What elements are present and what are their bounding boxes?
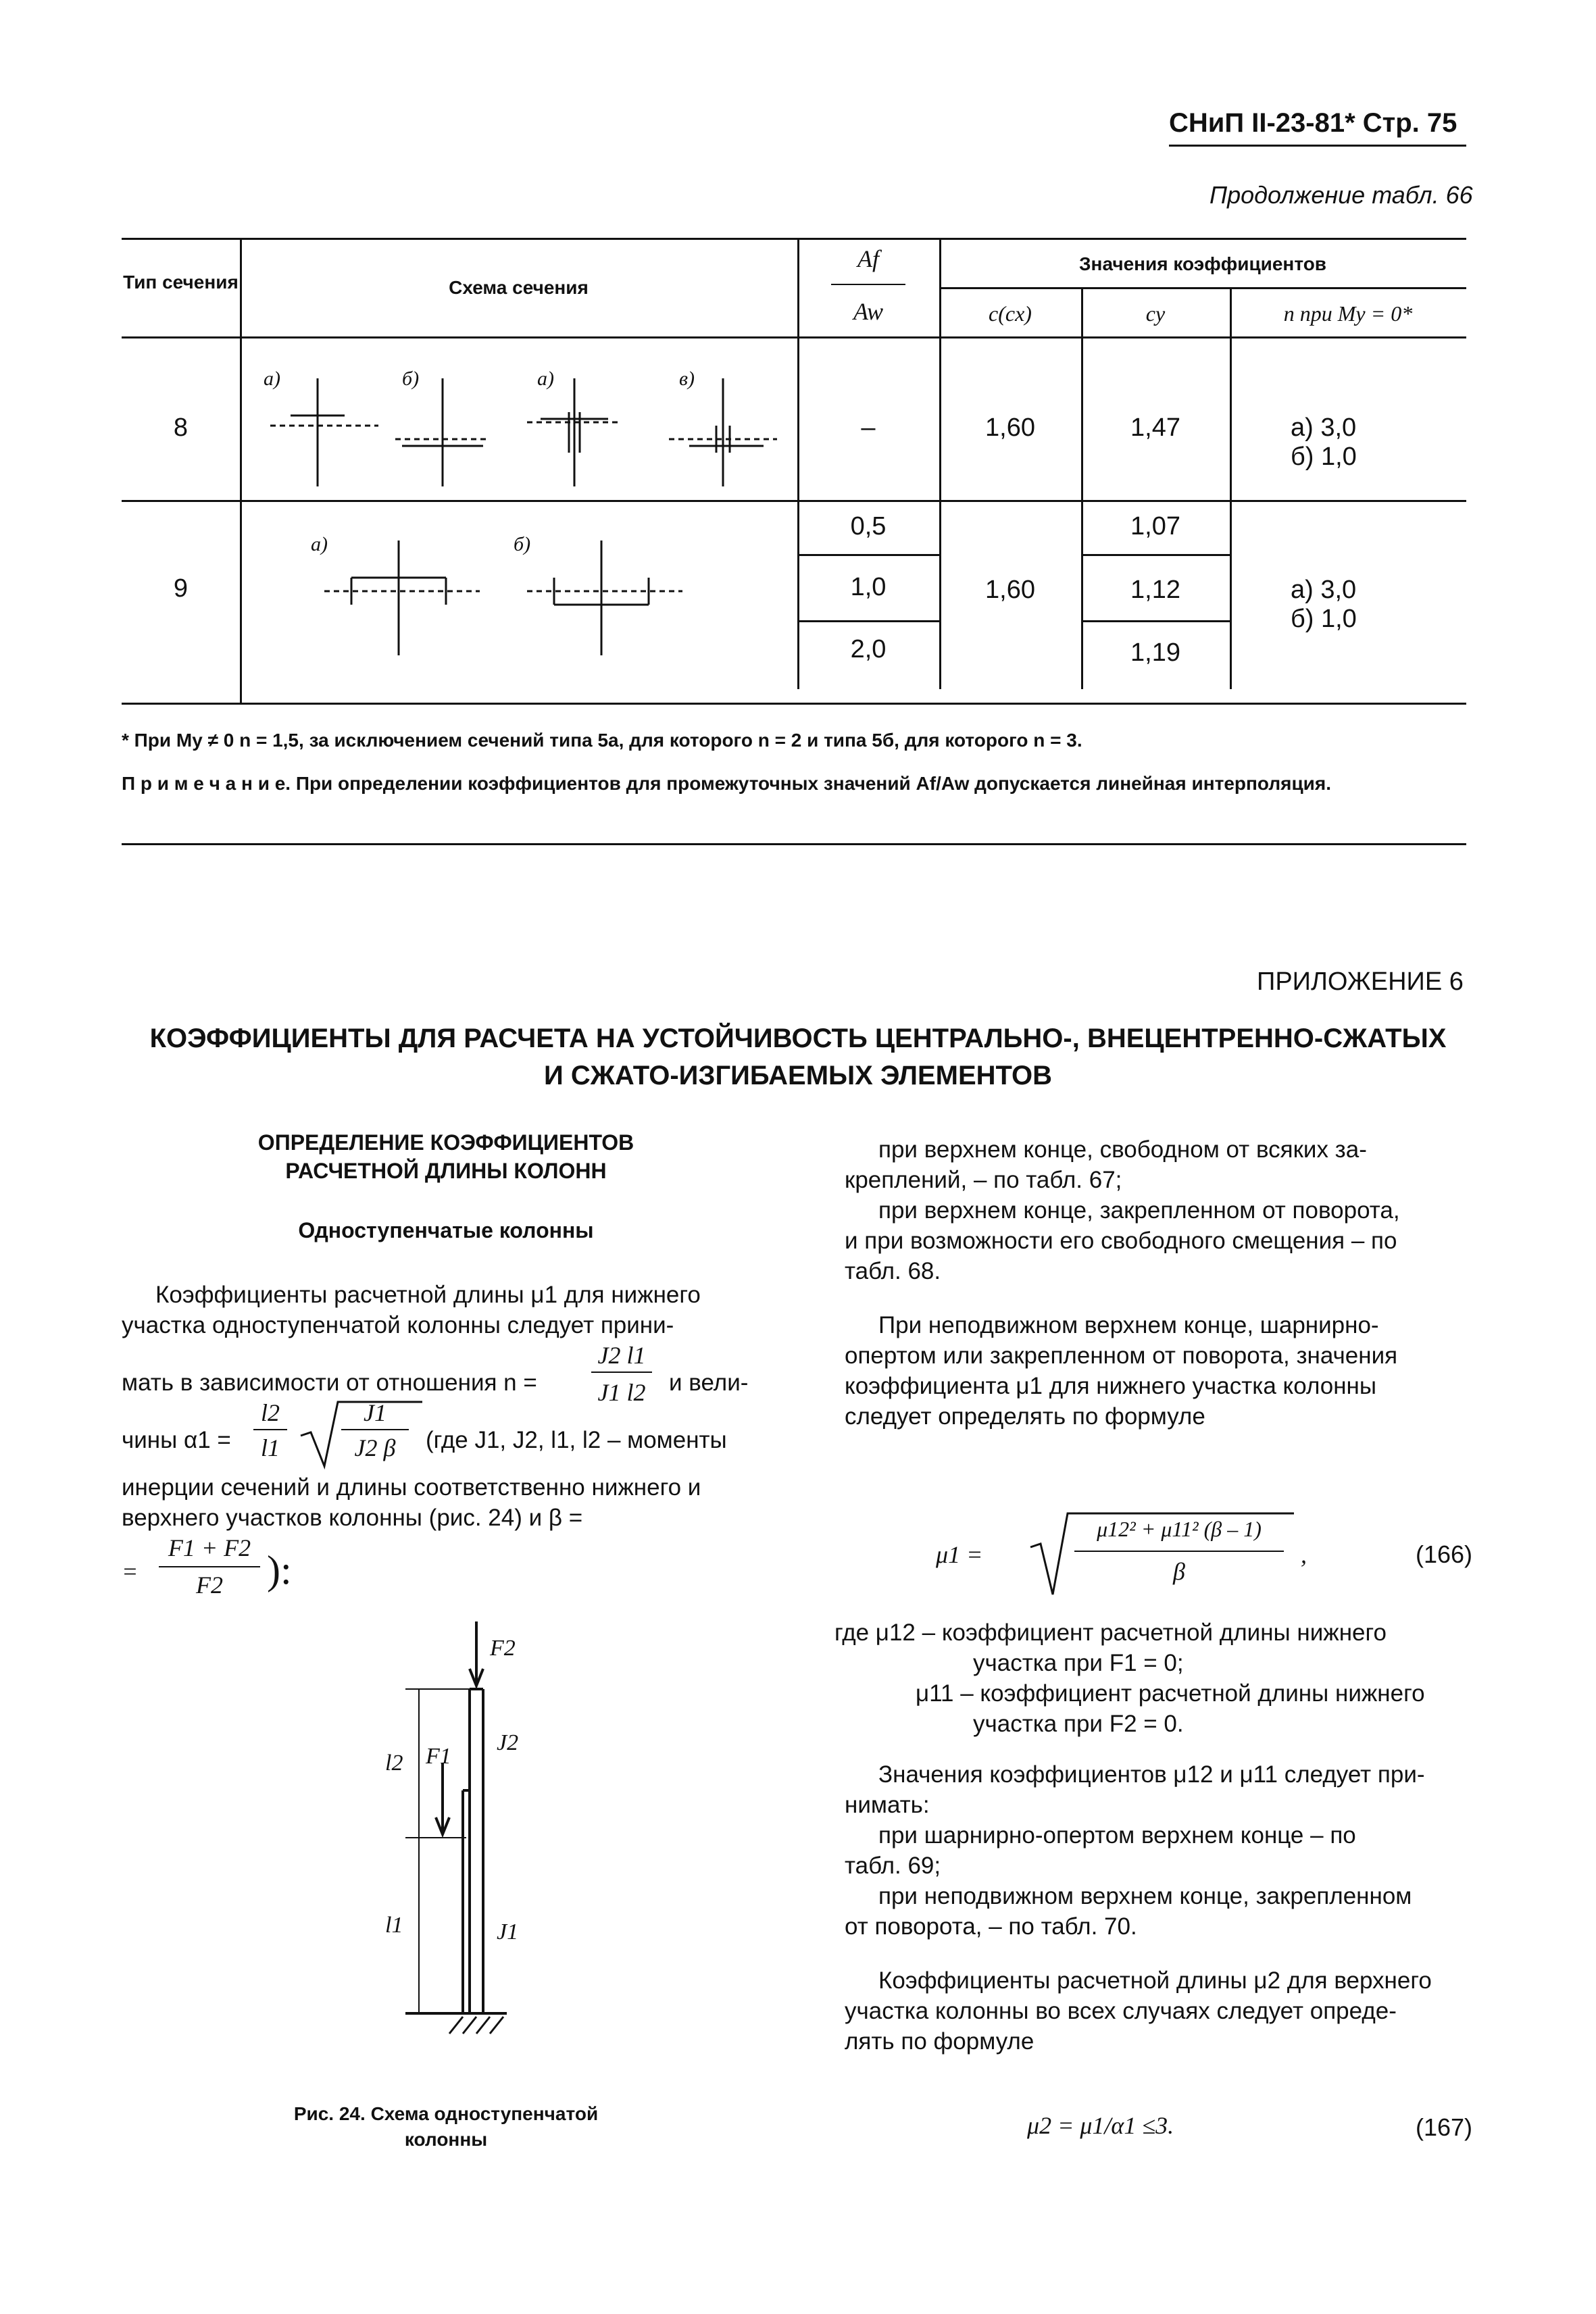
left-para-line3b: и вели- [669,1369,749,1396]
row8-sketch-label-b: б) [402,368,420,390]
page: СНиП II-23-81* Стр. 75 Продолжение табл. 66 Тип сечения Схема сечения Af Aw Значения коэффициентов c(cx) cy n при My = 0* 8 а) б) а) в) – 1,60 1,47 а) 3,0 б) 1,0 9 а) б) 0,5 1,0 2,0 1,60 1,07 1,12 1,19 а) 3,0 б) 1,0 * При My ≠ 0 n = 1,5, за исключением сечений типа 5а, для которого n = 2 и типа 5б, для которого n = 3. П р и м е ч а н и е. При определении коэффициентов для промежуточных значений Af/Aw допускается линейная интерполяция. ПРИЛОЖЕНИЕ 6 КОЭФФИЦИЕНТЫ ДЛЯ РАСЧЕТА НА УСТОЙЧИВОСТЬ ЦЕНТРАЛЬНО-, ВНЕЦЕНТРЕННО-СЖАТЫХ И СЖАТО-ИЗГИБАЕМЫХ ЭЛЕМЕНТОВ ОПРЕДЕЛЕНИЕ КОЭФФИЦИЕНТОВ РАСЧЕТНОЙ ДЛИНЫ КОЛОНН Одноступенчатые колонны Коэффициенты расчетной длины μ1 для нижнего участка одноступенчатой колонны следует прини- мать в зависимости от отношения n = J2 l1 J1 l2 и вели- чины α1 = l2 l1 J1 J2 β (где J1, J2, l1, l2 – моменты инерции сечений и длины соответственно нижнего и верхнего участков колонны (рис. 24) и β = = F1 + F2 F2 ): F2 F1 J2 J1 l2 l1 Рис. 24. Схема одноступенчатой колонны при верхнем конце, свободном от всяких за- креплений, – по табл. 67; при верхнем конце, закрепленном от поворота, и при возможности его свободного смещения – по табл. 68. При неподвижном верхнем конце, шарнирно- опертом или закрепленном от поворота, значения коэффициента μ1 для нижнего участка колонны следует определять по формуле μ1 = μ12² + μ11² (β – 1) β , (166) где μ12 – коэффициент расчетной длины нижнего участка при F1 = 0; μ11 – коэффициент расчетной длины нижнего участка при F2 = 0. Значения коэффициентов μ12 и μ11 следует при- нимать: при шарнирно-опертом верхнем конце – по табл. 69; при неподвижном верхнем конце, закрепленном от поворота, – по табл. 70. Коэффициенты расчетной длины μ2 для верхнего участка колонны во всех случаях следует опреде- лять по формуле μ2 = μ1/α1 ≤3. (167) [0,0,1596,2314]
left-para-line1: Коэффициенты расчетной длины μ1 для нижнего [155,1282,701,1308]
header-ratio-bottom: Aw [853,298,883,325]
right-line7: опертом или закрепленном от поворота, значения [845,1342,1398,1369]
row8-c: 1,60 [985,413,1035,442]
row9-cy-1: 1,07 [1130,512,1180,540]
label-j1: J1 [497,1919,519,1944]
values-line4: табл. 69; [845,1853,941,1879]
left-para-line2: участка одноступенчатой колонны следует прини- [122,1312,674,1338]
where-line4: участка при F2 = 0. [973,1711,1184,1737]
values-line1: Значения коэффициентов μ12 и μ11 следует при- [878,1761,1425,1788]
figure-caption-line2: колонны [404,2129,488,2150]
row9-ratio-1: 0,5 [850,512,887,540]
frac-j-num: J1 [364,1399,386,1426]
left-para-line6: верхнего участков колонны (рис. 24) и β = [122,1505,583,1531]
right-line3: при верхнем конце, закрепленном от поворота, [878,1197,1400,1224]
eq167-number: (167) [1416,2113,1473,2141]
frac-alpha-den: l1 [260,1434,280,1461]
appendix-title-line1: КОЭФФИЦИЕНТЫ ДЛЯ РАСЧЕТА НА УСТОЙЧИВОСТЬ ЦЕНТРАЛЬНО-, ВНЕЦЕНТРЕННО-СЖАТЫХ [149,1024,1447,1053]
label-l1: l1 [385,1913,403,1938]
table-top-rule [122,238,1466,240]
frac-beta-den: F2 [196,1571,223,1599]
label-f1: F1 [426,1744,451,1769]
header-cy: cy [1145,301,1166,326]
row9-n-a: а) 3,0 [1291,576,1357,604]
row9-ratio-3: 2,0 [850,635,887,663]
row9-cy-2: 1,12 [1130,576,1180,604]
header-ratio-top: Af [857,245,879,272]
appendix-title-line2: И СЖАТО-ИЗГИБАЕМЫХ ЭЛЕМЕНТОВ [544,1061,1052,1090]
row9-section-sketches [284,520,716,669]
row8-type: 8 [173,413,189,442]
table-continuation: Продолжение табл. 66 [1210,181,1473,209]
left-para-line4a: чины α1 = [122,1427,231,1453]
mu2-line3: лять по формуле [845,2028,1034,2055]
row8-n-a: а) 3,0 [1291,413,1357,442]
values-line3: при шарнирно-опертом верхнем конце – по [878,1822,1356,1848]
right-line4: и при возможности его свободного смещения – по [845,1228,1397,1254]
where-line2: участка при F1 = 0; [973,1650,1184,1676]
mu2-line1: Коэффициенты расчетной длины μ2 для верхнего [878,1967,1432,1994]
row9-sketch-label-b: б) [514,533,531,555]
row8-n-b: б) 1,0 [1291,443,1357,471]
values-line5: при неподвижном верхнем конце, закрепленном [878,1883,1412,1909]
figure-caption-line1: Рис. 24. Схема одноступенчатой [293,2103,599,2124]
frac-n-num: J2 l1 [597,1342,646,1369]
left-para-line3a: мать в зависимости от отношения n = [122,1369,537,1396]
values-line6: от поворота, – по табл. 70. [845,1913,1137,1940]
table-footnote: * При My ≠ 0 n = 1,5, за исключением сечений типа 5а, для которого n = 2 и типа 5б, для которого n = 3. [122,730,1082,751]
frac-alpha-num: l2 [260,1399,280,1426]
mu2-line2: участка колонны во всех случаях следует опреде- [845,1998,1397,2024]
subsection-heading: Одноступенчатые колонны [298,1218,594,1242]
header-coefficient-values: Значения коэффициентов [1078,253,1327,274]
row9-sketch-label-a: а) [311,533,328,555]
values-line2: нимать: [845,1792,930,1818]
where-line1: где μ12 – коэффициент расчетной длины нижнего [834,1619,1387,1646]
row8-sketch-label-g: в) [679,368,695,390]
document-id: СНиП II-23-81* Стр. 75 [1169,108,1457,138]
section-heading-line1: ОПРЕДЕЛЕНИЕ КОЭФФИЦИЕНТОВ [257,1130,634,1155]
frac-n-den: J1 l2 [597,1379,646,1406]
header-n: n при My = 0* [1283,301,1413,326]
row8-sketch-label-a: а) [264,368,280,390]
row9-n-b: б) 1,0 [1291,605,1357,633]
right-line2: креплений, – по табл. 67; [845,1167,1122,1193]
eq166-den: β [1173,1558,1185,1585]
table-header-rule [122,336,1466,338]
row8-cy: 1,47 [1130,413,1180,442]
frac-beta-num: F1 + F2 [168,1534,251,1561]
left-para-line4b: (где J1, J2, l1, l2 – моменты [426,1427,727,1453]
note-rule [122,843,1466,845]
row9-cy-3: 1,19 [1130,638,1180,667]
right-line6: При неподвижном верхнем конце, шарнирно- [878,1312,1379,1338]
row8-section-sketches [257,351,791,493]
header-c: c(cx) [989,301,1032,326]
right-line1: при верхнем конце, свободном от всяких за- [878,1136,1367,1163]
eq167: μ2 = μ1/α1 ≤3. [1027,2112,1174,2139]
row9-type: 9 [173,574,189,603]
eq166-num: μ12² + μ11² (β – 1) [1097,1517,1262,1541]
right-line8: коэффициента μ1 для нижнего участка колонны [845,1373,1377,1399]
label-j2: J2 [497,1730,519,1755]
row8-sketch-label-v: а) [537,368,554,390]
table-bottom-rule [122,703,1466,705]
figure-24-column-scheme [378,1615,595,2047]
header-section-scheme: Схема сечения [449,277,589,298]
header-section-type: Тип сечения [123,272,239,293]
section-heading-line2: РАСЧЕТНОЙ ДЛИНЫ КОЛОНН [285,1159,607,1183]
row9-ratio-2: 1,0 [850,573,887,601]
where-line3: μ11 – коэффициент расчетной длины нижнего [916,1680,1425,1707]
appendix-label: ПРИЛОЖЕНИЕ 6 [1257,967,1464,996]
row8-ratio: – [861,413,876,442]
eq166-lhs: μ1 = [936,1541,983,1568]
right-line5: табл. 68. [845,1258,941,1284]
label-f2: F2 [490,1636,516,1661]
right-line9: следует определять по формуле [845,1403,1205,1430]
eq166-number: (166) [1416,1540,1473,1568]
table-note: П р и м е ч а н и е. При определении коэффициентов для промежуточных значений Af/Aw допускается линейная интерполяция. [122,773,1331,794]
left-para-line5: инерции сечений и длины соответственно нижнего и [122,1474,701,1501]
frac-j-den: J2 β [354,1434,396,1461]
label-l2: l2 [385,1751,403,1776]
row9-c: 1,60 [985,576,1035,604]
header-rule [1169,145,1466,147]
